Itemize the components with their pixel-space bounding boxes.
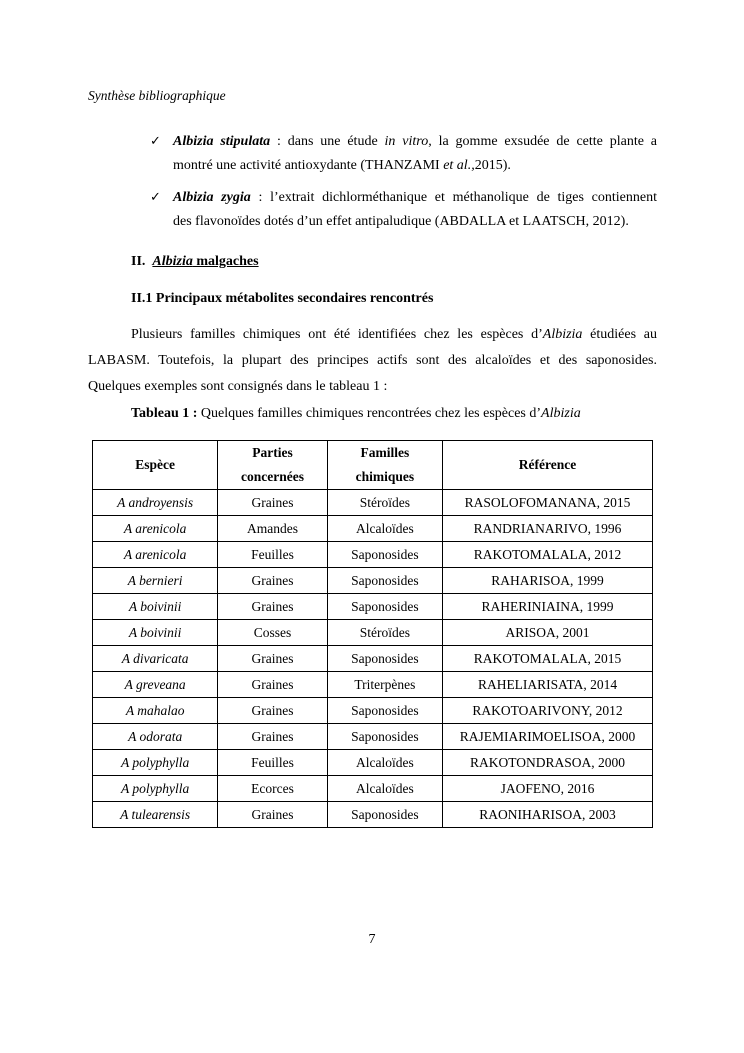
cell-part: Feuilles bbox=[218, 542, 327, 568]
cell-family: Saponosides bbox=[327, 724, 442, 750]
cell-family: Saponosides bbox=[327, 542, 442, 568]
paragraph-line: LABASM. Toutefois, la plupart des principes actifs sont des alcaloïdes et des saponosides. bbox=[88, 353, 657, 368]
table-row bbox=[93, 750, 653, 776]
header-familles: Familles chimiques bbox=[327, 441, 442, 490]
bullet-text: montré une activité antioxydante (THANZAMI bbox=[173, 158, 444, 173]
paragraph-line: Plusieurs familles chimiques ont été identifiées chez les espèces d’Albizia étudiées au bbox=[131, 327, 657, 342]
bullet-albizia-zygia bbox=[150, 186, 657, 234]
cell-species: A boivinii bbox=[93, 620, 218, 646]
table-row bbox=[93, 776, 653, 802]
cell-part: Graines bbox=[218, 698, 327, 724]
cell-reference: ARISOA, 2001 bbox=[443, 620, 653, 646]
species-name: Albizia stipulata bbox=[173, 134, 271, 149]
subsection-heading: II.1 Principaux métabolites secondaires rencontrés bbox=[131, 291, 434, 306]
cell-reference: RAONIHARISOA, 2003 bbox=[443, 802, 653, 828]
header-reference: Référence bbox=[443, 441, 653, 490]
table-row bbox=[93, 490, 653, 516]
cell-part: Graines bbox=[218, 646, 327, 672]
cell-species: A mahalao bbox=[93, 698, 218, 724]
cell-family: Stéroïdes bbox=[327, 620, 442, 646]
section-number: II. bbox=[131, 254, 146, 269]
cell-family: Saponosides bbox=[327, 802, 442, 828]
header-espece: Espèce bbox=[93, 441, 218, 490]
cell-family: Alcaloïdes bbox=[327, 750, 442, 776]
cell-species: A odorata bbox=[93, 724, 218, 750]
cell-part: Feuilles bbox=[218, 750, 327, 776]
cell-reference: RAHARISOA, 1999 bbox=[443, 568, 653, 594]
cell-reference: RAHELIARISATA, 2014 bbox=[443, 672, 653, 698]
table-row bbox=[93, 620, 653, 646]
cell-family: Stéroïdes bbox=[327, 490, 442, 516]
section-title-rest: malgaches bbox=[192, 254, 259, 269]
cell-reference: RAJEMIARIMOELISOA, 2000 bbox=[443, 724, 653, 750]
bullet-text: : dans une étude bbox=[270, 134, 385, 149]
paragraph-line: Quelques exemples sont consignés dans le tableau 1 : bbox=[88, 379, 388, 394]
body-paragraph bbox=[88, 322, 657, 400]
bullet-albizia-stipulata bbox=[150, 130, 657, 178]
cell-reference: RAKOTOMALALA, 2015 bbox=[443, 646, 653, 672]
bullet-text: , la gomme exsudée de cette plante a bbox=[428, 134, 658, 149]
cell-part: Graines bbox=[218, 594, 327, 620]
cell-part: Graines bbox=[218, 724, 327, 750]
header-parties: Parties concernées bbox=[218, 441, 327, 490]
cell-family: Saponosides bbox=[327, 568, 442, 594]
section-heading bbox=[131, 254, 259, 270]
cell-family: Saponosides bbox=[327, 646, 442, 672]
cell-part: Cosses bbox=[218, 620, 327, 646]
cell-part: Graines bbox=[218, 568, 327, 594]
cell-species: A arenicola bbox=[93, 542, 218, 568]
cell-species: A greveana bbox=[93, 672, 218, 698]
table-caption bbox=[131, 406, 581, 422]
table-row bbox=[93, 698, 653, 724]
checkmark-icon: ✓ bbox=[150, 134, 161, 149]
cell-species: A divaricata bbox=[93, 646, 218, 672]
cell-family: Saponosides bbox=[327, 594, 442, 620]
cell-part: Graines bbox=[218, 802, 327, 828]
cell-part: Ecorces bbox=[218, 776, 327, 802]
cell-species: A androyensis bbox=[93, 490, 218, 516]
cell-reference: RANDRIANARIVO, 1996 bbox=[443, 516, 653, 542]
cell-part: Amandes bbox=[218, 516, 327, 542]
cell-part: Graines bbox=[218, 490, 327, 516]
cell-species: A polyphylla bbox=[93, 750, 218, 776]
table-header-row bbox=[93, 441, 653, 490]
cell-family: Alcaloïdes bbox=[327, 776, 442, 802]
caption-text: Quelques familles chimiques rencontrées chez les espèces d’ bbox=[197, 406, 542, 421]
table-row bbox=[93, 672, 653, 698]
bullet-text: des flavonoïdes dotés d’un effet antipaludique (ABDALLA et LAATSCH, 2012). bbox=[173, 214, 629, 229]
cell-reference: RAHERINIAINA, 1999 bbox=[443, 594, 653, 620]
cell-species: A tulearensis bbox=[93, 802, 218, 828]
chemical-families-table bbox=[92, 440, 653, 828]
cell-species: A boivinii bbox=[93, 594, 218, 620]
checkmark-icon: ✓ bbox=[150, 190, 161, 205]
cell-reference: JAOFENO, 2016 bbox=[443, 776, 653, 802]
cell-family: Triterpènes bbox=[327, 672, 442, 698]
cell-species: A bernieri bbox=[93, 568, 218, 594]
table-row bbox=[93, 516, 653, 542]
caption-label: Tableau 1 : bbox=[131, 406, 198, 421]
cell-family: Saponosides bbox=[327, 698, 442, 724]
bullet-text: : l’extrait dichlorméthanique et méthanolique de tiges contiennent bbox=[250, 190, 657, 205]
cell-reference: RAKOTOARIVONY, 2012 bbox=[443, 698, 653, 724]
table-row bbox=[93, 568, 653, 594]
cell-species: A arenicola bbox=[93, 516, 218, 542]
bullet-text: 2015). bbox=[474, 158, 511, 173]
cell-reference: RAKOTOMALALA, 2012 bbox=[443, 542, 653, 568]
table-row bbox=[93, 646, 653, 672]
bullet-italic: et al., bbox=[443, 158, 475, 173]
table-row bbox=[93, 594, 653, 620]
table-row bbox=[93, 724, 653, 750]
table-row bbox=[93, 542, 653, 568]
species-name: Albizia zygia bbox=[173, 190, 251, 205]
cell-part: Graines bbox=[218, 672, 327, 698]
section-genus: Albizia bbox=[152, 254, 193, 269]
page-number: 7 bbox=[368, 932, 376, 947]
table-row bbox=[93, 802, 653, 828]
cell-species: A polyphylla bbox=[93, 776, 218, 802]
cell-reference: RASOLOFOMANANA, 2015 bbox=[443, 490, 653, 516]
caption-italic: Albizia bbox=[541, 406, 581, 421]
running-head: Synthèse bibliographique bbox=[88, 88, 226, 103]
cell-reference: RAKOTONDRASOA, 2000 bbox=[443, 750, 653, 776]
cell-family: Alcaloïdes bbox=[327, 516, 442, 542]
bullet-italic: in vitro bbox=[384, 134, 429, 149]
